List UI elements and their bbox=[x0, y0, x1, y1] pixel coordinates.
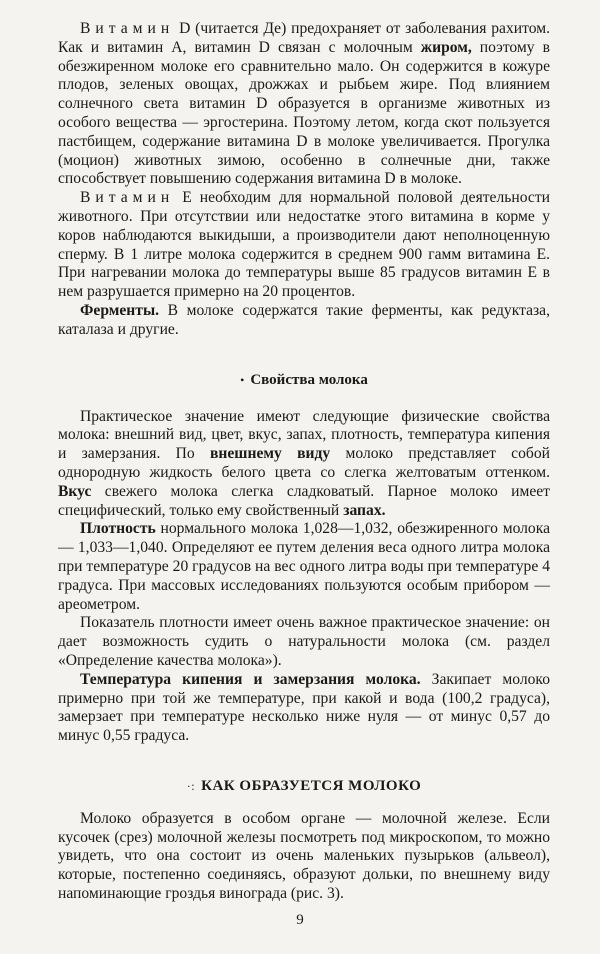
paragraph-formation: Молоко образуется в особом органе — молочной железе. Если кусочек (срез) молочной железы посмотреть под микроскопом, то можно увидеть, что она состоит из очень маленьких пузырьков (альвеол), которые, постепенно соединяясь, образуют дольки, по внешнему виду напоминающие гроздья винограда (рис. 3). bbox=[58, 809, 550, 903]
section-heading-properties: • Свойства молока bbox=[240, 371, 368, 388]
bold-taste: Вкус bbox=[58, 482, 92, 500]
paragraph-density: Плотность нормального молока 1,028—1,032, обезжиренного молока — 1,033—1,040. Определяют ее путем деления веса одного литра молока при температуре 20 градусов на вес одного литра воды при температуре 4 градуса. При массовых исследованиях пользуются особым прибором — ареометром. bbox=[58, 520, 550, 613]
heading-mark: • bbox=[240, 372, 245, 387]
bold-density: Плотность bbox=[80, 520, 156, 538]
paragraph-enzymes: Ферменты. В молоке содержатся такие ферменты, как редуктаза, каталаза и другие. bbox=[58, 301, 550, 338]
heading-mark: ·: bbox=[186, 778, 196, 793]
bold-enzymes: Ферменты. bbox=[80, 301, 160, 319]
paragraph-vitamin-d: Витамин D (читается Де) предохраняет от заболевания рахитом. Как и витамин А, витамин D связан с молочным жиром, поэтому в обезжиренном молоке его сравнительно мало. Он содержится в кожуре плодов, зеленых овощах, дрожжах и рыбьем жире. Под влиянием солнечного света витамин D образуется в организме животных из особого вещества — эргостерина. Поэтому летом, когда скот пользуется пастбищем, содержание витамина D в молоке увеличивается. Прогулка (моцион) животных зимою, особенно в солнечные дни, также способствует повышению содержания витамина D в молоке. bbox=[58, 20, 550, 188]
bold-boiling: Температура кипения и замерзания молока. bbox=[80, 670, 421, 688]
paragraph-boiling: Температура кипения и замерзания молока. Закипает молоко примерно при той же температуре, при какой и вода (100,2 градуса), замерзает при температуре несколько ниже нуля — от минус 0,57 до минус 0,55 градуса. bbox=[58, 670, 550, 745]
paragraph-vitamin-e: Витамин Е необходим для нормальной половой деятельности животного. При отсутствии или недостатке этого витамина в корме у коров наблюдаются выкидыши, а производители дают неполноценную сперму. В 1 литре молока содержится в среднем 900 гамм витамина Е. При нагревании молока до температуры выше 85 градусов витамин Е в нем разрушается примерно на 20 процентов. bbox=[58, 189, 550, 301]
paragraph-density-indicator: Показатель плотности имеет очень важное практическое значение: он дает возможность судить о натуральности молока (см. раздел «Определение качества молока»). bbox=[58, 614, 550, 669]
section-heading-formation: ·: КАК ОБРАЗУЕТСЯ МОЛОКО bbox=[186, 777, 422, 794]
paragraph-properties: Практическое значение имеют следующие физические свойства молока: внешний вид, цвет, вкус, запах, плотность, температура кипения и замерзания. По внешнему виду молоко представляет собой однородную жидкость белого цвета со слегка желтоватым оттенком. Вкус свежего молока слегка сладковатый. Парное молоко имеет специфический, только ему свойственный запах. bbox=[58, 407, 550, 519]
term-vitamin-d: Витамин bbox=[80, 20, 175, 37]
bold-fat: жиром, bbox=[420, 38, 472, 56]
bold-appearance: внешнему виду bbox=[209, 445, 331, 463]
bold-smell: запах. bbox=[343, 501, 386, 519]
term-vitamin-e: Витамин bbox=[80, 189, 175, 207]
page-number: 9 bbox=[296, 912, 304, 928]
